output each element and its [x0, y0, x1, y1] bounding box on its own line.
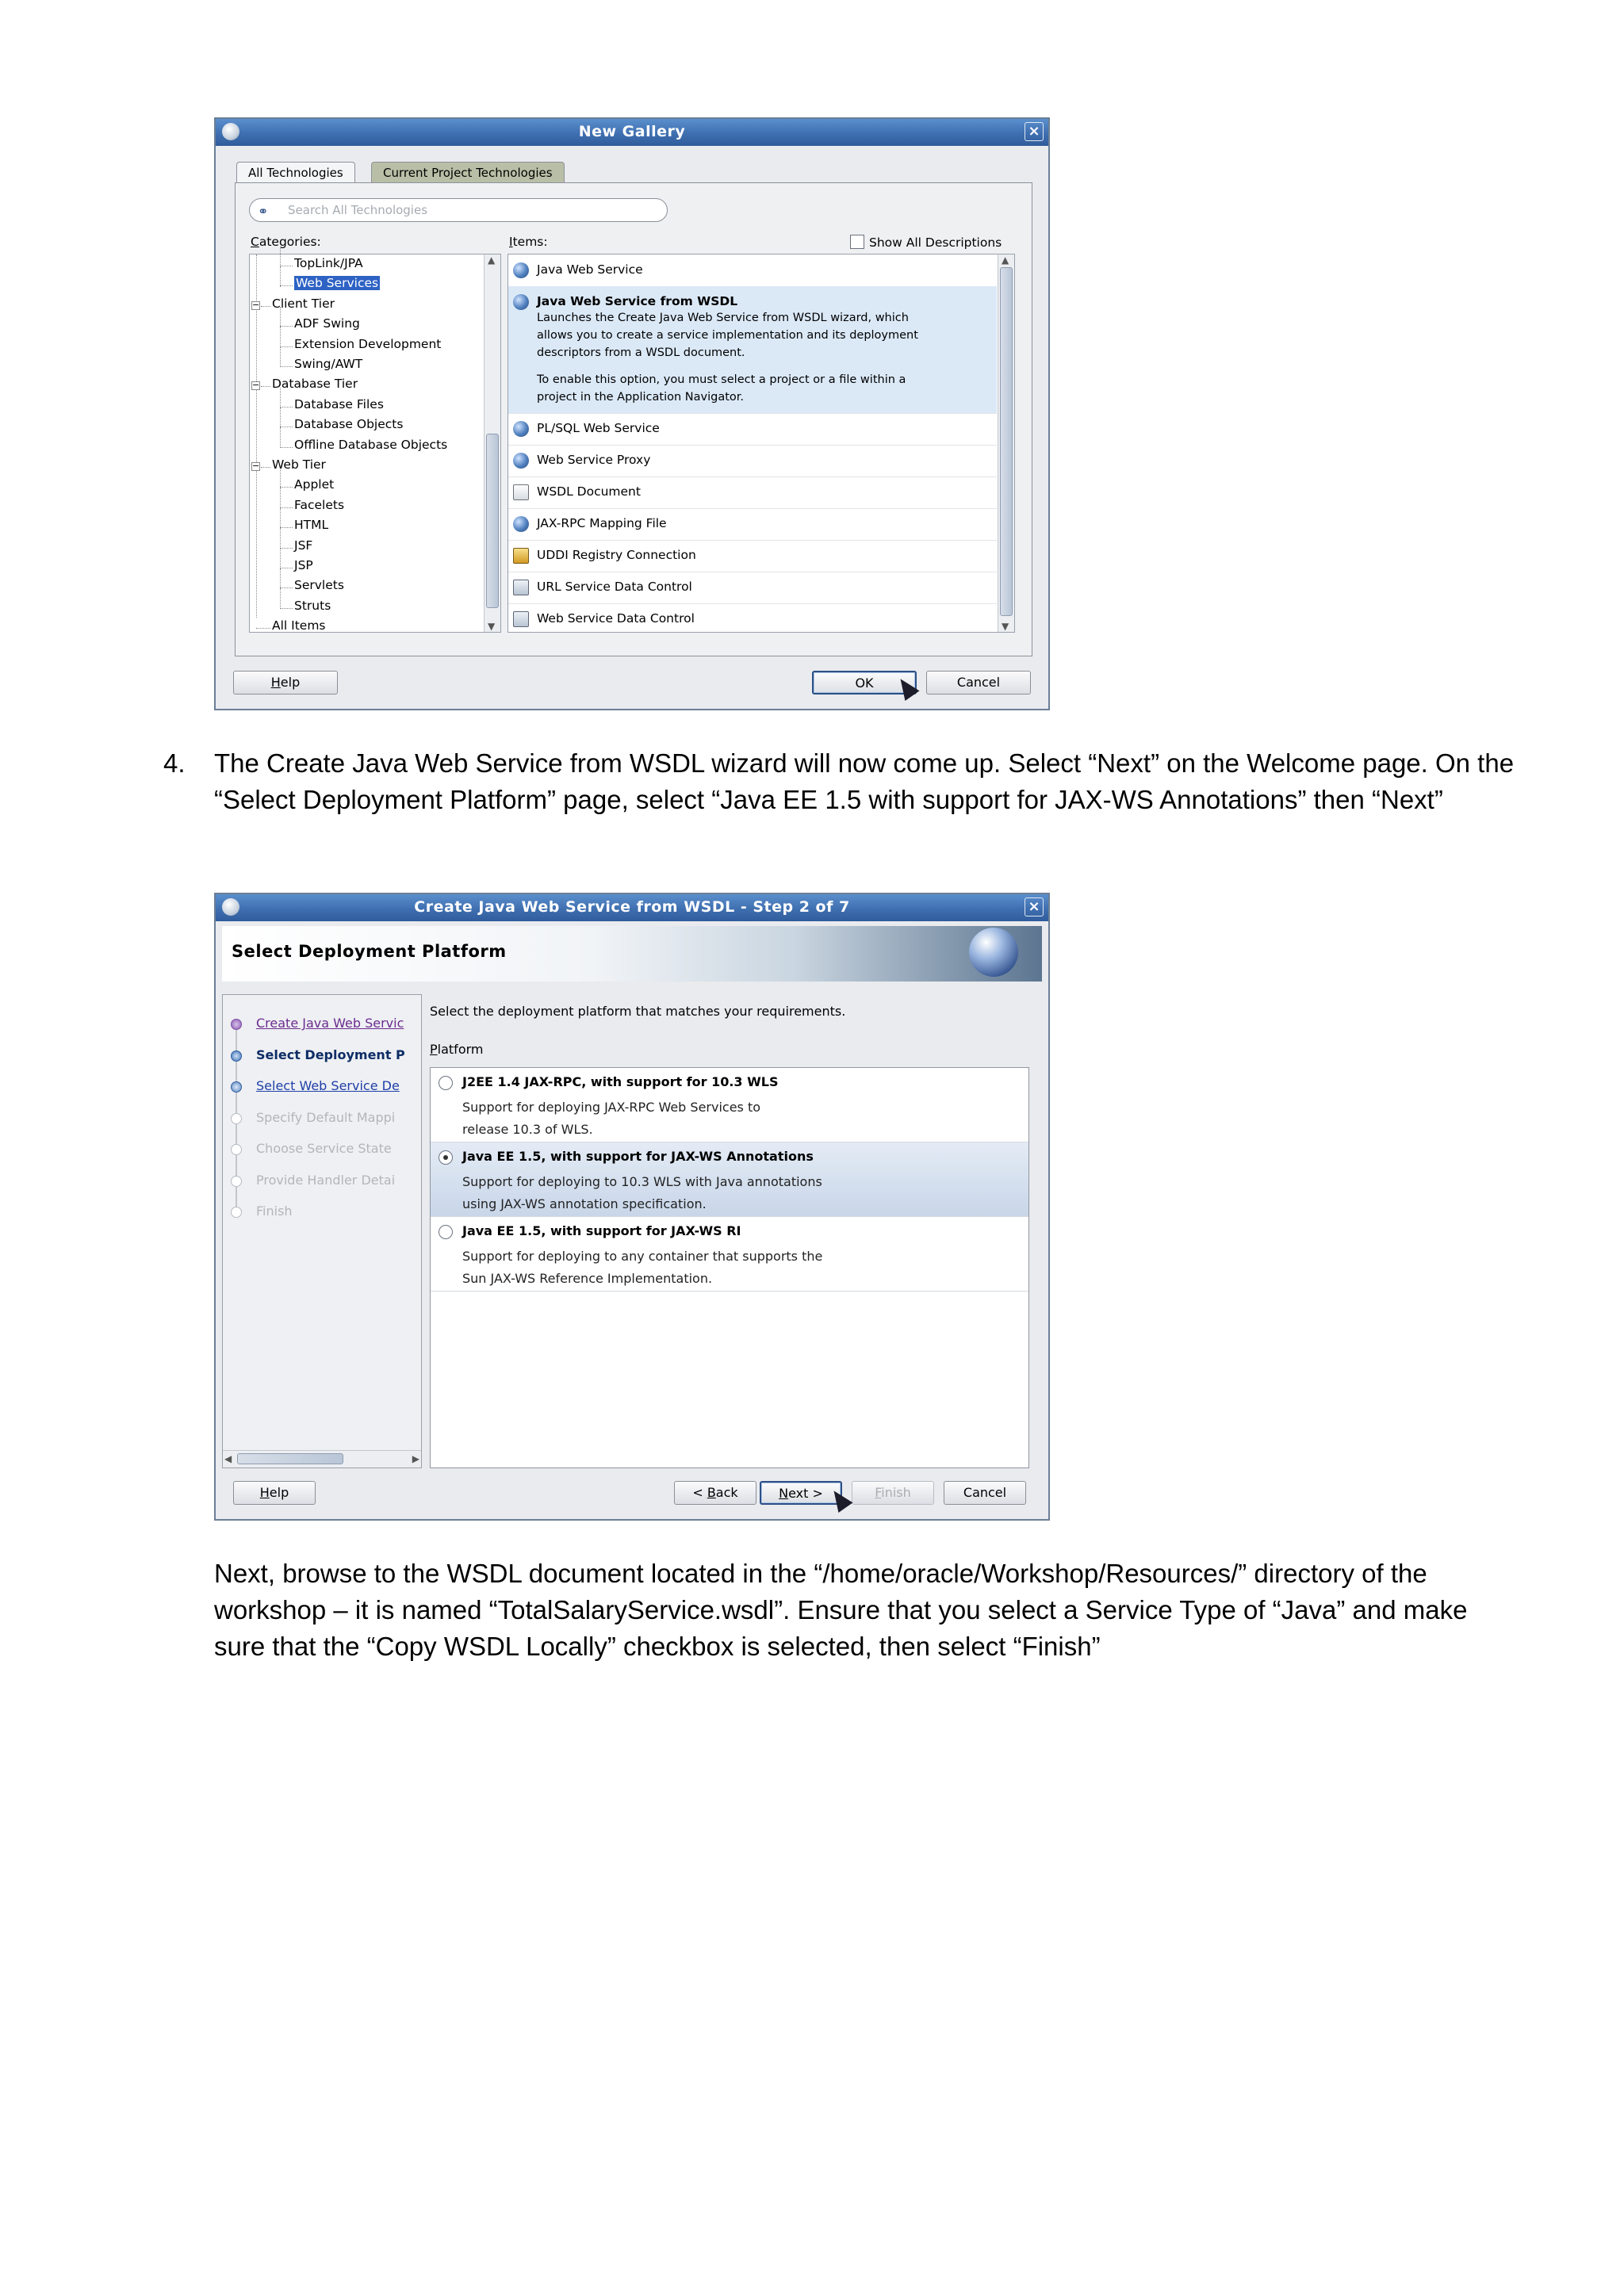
tree-guide-line [280, 285, 293, 286]
tree-host [250, 254, 483, 632]
data-control-icon [513, 611, 529, 627]
platform-option-title: Java EE 1.5, with support for JAX-WS RI [462, 1223, 741, 1238]
new-gallery-dialog [214, 117, 1050, 710]
tree-guide-line [280, 407, 293, 408]
banner-title: Select Deployment Platform [232, 942, 507, 961]
platform-option-description-line: Sun JAX-WS Reference Implementation. [462, 1271, 713, 1286]
categories-label: Categories: [251, 235, 321, 249]
tree-item-jsf[interactable]: JSF [294, 538, 313, 553]
tree-item-web-tier[interactable]: Web Tier [272, 457, 326, 472]
platform-option-description-line: using JAX-WS annotation specification. [462, 1196, 707, 1211]
scroll-thumb[interactable] [1000, 267, 1013, 616]
web-service-icon [513, 294, 529, 310]
list-item[interactable] [508, 476, 997, 509]
steps-hscroll[interactable] [223, 1450, 421, 1468]
checkbox-box[interactable] [850, 235, 864, 249]
platform-radio[interactable] [439, 1150, 453, 1165]
step-marker-icon [231, 1144, 242, 1155]
closing-paragraph: Next, browse to the WSDL document located in the “/home/oracle/Workshop/Resources/” directory of the workshop – it is named “TotalSalaryService.wsdl”. Ensure that you select a Service Type of “Java” and make sure that the “Copy WSDL Locally” checkbox is selected, then select “Finish” [214, 1559, 1468, 1661]
tree-guide-line [280, 366, 293, 367]
gallery-title: New Gallery [578, 123, 686, 140]
tree-guide-line [280, 307, 281, 327]
list-item-label: WSDL Document [537, 484, 641, 499]
tree-guide-line [256, 628, 270, 629]
scroll-down-icon[interactable]: ▼ [1002, 621, 1009, 632]
web-service-icon [513, 262, 529, 278]
list-item[interactable] [508, 413, 997, 446]
platform-option[interactable] [431, 1217, 1028, 1292]
list-item[interactable] [508, 286, 997, 414]
platform-option-description-line: Support for deploying to 10.3 WLS with Java annotations [462, 1174, 822, 1189]
platform-option-description-line: Support for deploying JAX-RPC Web Services to [462, 1100, 761, 1115]
step-number: 4. [163, 748, 186, 778]
platform-label: Platform [430, 1042, 484, 1057]
platform-option[interactable] [431, 1142, 1028, 1217]
web-service-icon [513, 421, 529, 437]
tree-guide-line [280, 508, 281, 528]
tree-guide-line [280, 247, 281, 266]
list-item-label: Web Service Data Control [537, 611, 695, 626]
tree-guide-line [280, 548, 293, 549]
tree-item-swing-awt[interactable]: Swing/AWT [294, 357, 363, 371]
list-item[interactable] [508, 254, 997, 287]
item-note-line: To enable this option, you must select a project or a file within a [537, 373, 906, 386]
tree-guide-line [280, 266, 281, 286]
wizard-step-label: Provide Handler Detai [256, 1172, 396, 1188]
tree-guide-line [280, 589, 281, 609]
tree-guide-line [280, 608, 293, 609]
item-description-line: descriptors from a WSDL document. [537, 346, 745, 359]
platform-option-description-line: release 10.3 of WLS. [462, 1122, 593, 1137]
tree-guide-line [280, 326, 293, 327]
platform-option-title: Java EE 1.5, with support for JAX-WS Annotations [462, 1149, 814, 1164]
help-button[interactable]: Help [233, 671, 338, 695]
list-item[interactable] [508, 508, 997, 541]
hscroll-thumb[interactable] [237, 1453, 343, 1464]
create-ws-wizard-dialog [214, 893, 1050, 1521]
wsdl-document-icon [513, 484, 529, 500]
step-marker-icon [231, 1081, 242, 1093]
list-item-label: Web Service Proxy [537, 453, 651, 467]
close-icon[interactable]: × [1025, 122, 1044, 141]
wizard-step-label: Select Deployment P [256, 1047, 405, 1062]
items-scrollbar[interactable] [998, 254, 1014, 632]
help-mnemonic: H [259, 1485, 270, 1500]
wizard-step-label: Specify Default Mappi [256, 1109, 396, 1125]
binoculars-icon: ⚭ [258, 204, 269, 219]
step-marker-icon [231, 1113, 242, 1124]
scroll-thumb[interactable] [486, 434, 499, 608]
step-marker-icon [231, 1207, 242, 1218]
wizard-step-label: Create Java Web Servic [256, 1016, 404, 1031]
platform-option-description [462, 1171, 822, 1215]
wizard-step-label: Choose Service State [256, 1141, 392, 1156]
search-input[interactable] [249, 198, 668, 222]
wizard-title: Create Java Web Service from WSDL - Step 2 of 7 [414, 898, 850, 916]
data-control-icon [513, 580, 529, 595]
tree-item-html[interactable]: HTML [294, 518, 329, 533]
globe-icon [969, 928, 1018, 977]
tree-guide-line [280, 347, 281, 367]
tab-all-technologies[interactable]: All Technologies [236, 162, 355, 184]
tree-guide-line [280, 529, 281, 549]
list-item[interactable] [508, 572, 997, 604]
step-4-paragraph: The Create Java Web Service from WSDL wizard will now come up. Select “Next” on the Welcome page. On the “Select Deployment Platform” page, select “Java EE 1.5 with support for JAX-WS Annotations” then “Next” [214, 748, 1515, 814]
scroll-up-icon[interactable]: ▲ [1002, 254, 1009, 266]
platform-radio[interactable] [439, 1225, 453, 1239]
tree-item-database-files[interactable]: Database Files [294, 396, 384, 411]
tree-collapse-icon[interactable]: − [252, 299, 260, 310]
tree-guide-line [280, 447, 293, 448]
list-item[interactable] [508, 445, 997, 477]
list-item-label: UDDI Registry Connection [537, 548, 696, 562]
items-host [508, 254, 1014, 632]
tree-item-servlets[interactable]: Servlets [294, 578, 344, 593]
tree-item-adf-swing[interactable]: ADF Swing [294, 316, 360, 331]
instruction-text: Select the deployment platform that matches your requirements. [430, 1004, 846, 1019]
item-note-line: project in the Application Navigator. [537, 391, 745, 404]
step-marker-icon [231, 1176, 242, 1187]
tree-guide-line [280, 327, 281, 347]
tree-item-web-services[interactable]: Web Services [296, 276, 379, 291]
tree-item-toplink-jpa[interactable]: TopLink/JPA [294, 256, 363, 270]
platform-option-title: J2EE 1.4 JAX-RPC, with support for 10.3 WLS [462, 1074, 779, 1089]
platform-option-description-line: Support for deploying to any container that supports the [462, 1249, 823, 1264]
item-description-line: allows you to create a service implementation and its deployment [537, 329, 918, 342]
tree-guide-line [280, 428, 281, 448]
tree-item-struts[interactable]: Struts [294, 598, 331, 613]
scroll-down-icon[interactable]: ▼ [488, 621, 496, 632]
wizard-step-label: Select Web Service De [256, 1078, 400, 1093]
tree-guide-line [280, 507, 293, 508]
tree-guide-line [261, 306, 270, 307]
tree-item-database-objects[interactable]: Database Objects [294, 417, 404, 432]
tree-guide-line [280, 549, 281, 568]
tree-item-extension-development[interactable]: Extension Development [294, 336, 442, 351]
tree-guide-line [280, 388, 281, 408]
tree-guide-line [280, 527, 293, 528]
tab-current-project-technologies[interactable]: Current Project Technologies [371, 162, 565, 182]
back-button[interactable]: < Back [674, 1481, 756, 1505]
tree-collapse-icon[interactable]: − [252, 461, 260, 471]
tree-guide-line [280, 487, 293, 488]
tree-item-offline-database-objects[interactable]: Offline Database Objects [294, 437, 448, 452]
list-item-label: Java Web Service from WSDL [537, 294, 738, 308]
items-label: Items: [509, 235, 548, 249]
wizard-step [223, 1141, 422, 1160]
items-list[interactable] [508, 254, 1015, 633]
tree-guide-line [280, 568, 281, 588]
tree-item-jsp[interactable]: JSP [294, 558, 313, 572]
list-item-label: PL/SQL Web Service [537, 421, 660, 435]
tree-item-client-tier[interactable]: Client Tier [272, 296, 335, 311]
web-service-icon [513, 516, 529, 532]
tree-guide-line [261, 386, 270, 387]
tree-item-facelets[interactable]: Facelets [294, 497, 345, 512]
tree-guide-line [280, 587, 293, 588]
finish-button[interactable]: Finish [852, 1481, 934, 1505]
step-marker-icon [231, 1019, 242, 1030]
tree-guide-line [280, 346, 293, 347]
wizard-step[interactable] [223, 1078, 422, 1097]
list-item-label: Java Web Service [537, 262, 643, 277]
wizard-step [223, 1203, 422, 1223]
list-item[interactable] [508, 540, 997, 572]
tree-collapse-icon[interactable]: − [252, 380, 260, 391]
wizard-titlebar[interactable] [216, 894, 1048, 921]
platform-radio[interactable] [439, 1076, 453, 1090]
wizard-step [223, 1173, 422, 1192]
tree-item-applet[interactable]: Applet [294, 477, 335, 492]
step-marker-icon [231, 1050, 242, 1062]
wizard-step[interactable] [223, 1047, 422, 1066]
tree-guide-line [280, 468, 281, 488]
wizard-banner [222, 926, 1042, 982]
cancel-button[interactable]: Cancel [944, 1481, 1026, 1505]
next-button[interactable]: Next > [760, 1481, 842, 1505]
scroll-up-icon[interactable]: ▲ [488, 254, 496, 266]
platform-option[interactable] [431, 1068, 1028, 1142]
tree-guide-line [280, 408, 281, 427]
cancel-button[interactable]: Cancel [926, 671, 1031, 695]
help-button[interactable]: Help [233, 1481, 316, 1505]
tree-guide-line [261, 467, 270, 468]
list-item[interactable] [508, 603, 997, 633]
tree-item-all-items[interactable]: All Items [272, 618, 326, 633]
wizard-step [223, 1110, 422, 1129]
help-mnemonic: H [270, 675, 281, 690]
web-service-icon [513, 453, 529, 469]
wizard-step[interactable] [223, 1016, 422, 1035]
item-description-line: Launches the Create Java Web Service from WSDL wizard, which [537, 312, 909, 324]
tree-item-database-tier[interactable]: Database Tier [272, 377, 358, 392]
close-icon[interactable]: × [1025, 897, 1044, 916]
platform-option-description [462, 1246, 822, 1290]
list-item-label: JAX-RPC Mapping File [537, 516, 667, 530]
wizard-steps-panel [222, 994, 422, 1468]
scroll-right-icon[interactable]: ▶ [412, 1453, 419, 1464]
wizard-step-label: Finish [256, 1203, 293, 1219]
show-all-descriptions-checkbox[interactable]: Show All Descriptions [850, 235, 1002, 250]
categories-tree[interactable] [249, 254, 501, 633]
platform-option-description [462, 1096, 760, 1141]
categories-scrollbar[interactable] [484, 254, 500, 632]
search-placeholder: Search All Technologies [288, 203, 428, 217]
tree-guide-line [280, 488, 281, 508]
uddi-icon [513, 548, 529, 564]
ok-button[interactable]: OK [812, 671, 917, 695]
scroll-left-icon[interactable]: ◀ [224, 1453, 232, 1464]
platform-list[interactable] [430, 1067, 1029, 1468]
gallery-titlebar[interactable] [216, 119, 1048, 146]
list-item-label: URL Service Data Control [537, 580, 692, 594]
